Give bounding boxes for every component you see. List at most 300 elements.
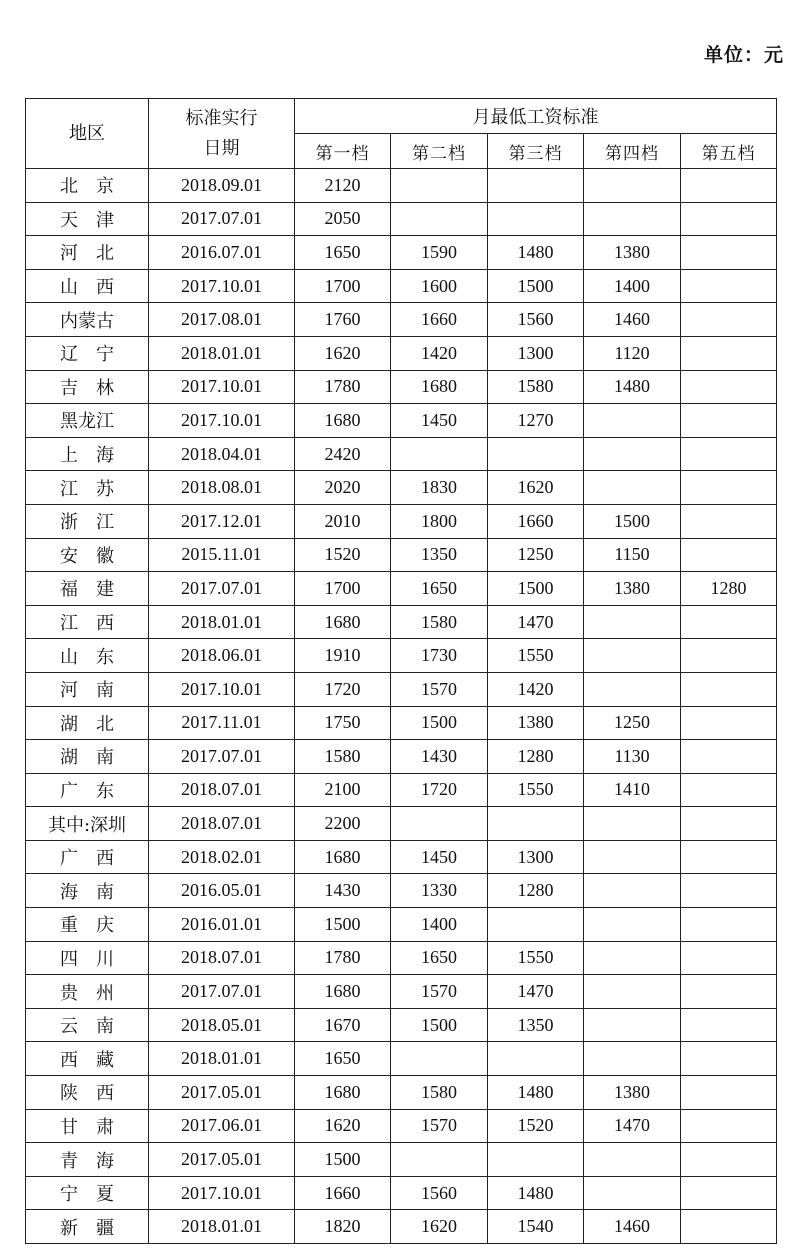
date-cell: 2016.05.01 <box>149 874 295 908</box>
region-cell <box>26 908 149 942</box>
tier-4-value: 1380 <box>584 572 681 606</box>
region-name: 西藏 <box>60 1049 132 1071</box>
date-cell: 2018.05.01 <box>149 1008 295 1042</box>
region-cell <box>26 169 149 203</box>
table-row <box>26 874 777 908</box>
tier-2-value: 1730 <box>391 639 488 673</box>
tier-4-value <box>584 605 681 639</box>
region-cell <box>26 1210 149 1244</box>
table-row <box>26 605 777 639</box>
date-cell: 2017.11.01 <box>149 706 295 740</box>
tier-3-value <box>488 1143 584 1177</box>
tier-2-value <box>391 169 488 203</box>
table-row <box>26 1076 777 1110</box>
region-cell <box>26 236 149 270</box>
region-name: 四川 <box>60 948 132 970</box>
tier-2-value <box>391 437 488 471</box>
tier-4-value <box>584 672 681 706</box>
tier-4-value <box>584 975 681 1009</box>
tier-5-value <box>681 538 777 572</box>
region-name: 江西 <box>60 613 132 635</box>
tier-4-value <box>584 169 681 203</box>
tier-3-value: 1250 <box>488 538 584 572</box>
tier-5-value <box>681 437 777 471</box>
date-cell: 2017.10.01 <box>149 370 295 404</box>
tier-5-value <box>681 605 777 639</box>
tier-5-value <box>681 1143 777 1177</box>
tier-3-value <box>488 1042 584 1076</box>
table-row <box>26 303 777 337</box>
tier-1-value: 1910 <box>295 639 391 673</box>
tier-3-value <box>488 908 584 942</box>
tier-3-value: 1560 <box>488 303 584 337</box>
date-cell: 2018.07.01 <box>149 941 295 975</box>
header-tier-1: 第一档 <box>295 134 391 169</box>
tier-4-value: 1460 <box>584 303 681 337</box>
region-name: 广东 <box>60 780 132 802</box>
tier-3-value: 1580 <box>488 370 584 404</box>
tier-4-value: 1400 <box>584 269 681 303</box>
tier-4-value <box>584 1008 681 1042</box>
tier-3-value: 1540 <box>488 1210 584 1244</box>
tier-5-value <box>681 1176 777 1210</box>
tier-4-value: 1120 <box>584 336 681 370</box>
tier-4-value <box>584 404 681 438</box>
tier-3-value: 1280 <box>488 740 584 774</box>
table-row <box>26 1008 777 1042</box>
region-name: 湖南 <box>60 747 132 769</box>
tier-1-value: 1500 <box>295 1143 391 1177</box>
tier-3-value <box>488 202 584 236</box>
tier-5-value <box>681 740 777 774</box>
tier-5-value <box>681 1042 777 1076</box>
tier-3-value: 1480 <box>488 236 584 270</box>
region-cell <box>26 1176 149 1210</box>
tier-4-value <box>584 1176 681 1210</box>
tier-1-value: 1650 <box>295 236 391 270</box>
tier-2-value: 1650 <box>391 572 488 606</box>
region-cell <box>26 471 149 505</box>
header-wage-group: 月最低工资标准 <box>295 99 777 134</box>
tier-4-value: 1480 <box>584 370 681 404</box>
tier-3-value: 1620 <box>488 471 584 505</box>
tier-1-value: 1660 <box>295 1176 391 1210</box>
region-cell <box>26 706 149 740</box>
table-row <box>26 404 777 438</box>
region-name: 内蒙古 <box>60 310 114 332</box>
tier-5-value <box>681 840 777 874</box>
tier-2-value: 1420 <box>391 336 488 370</box>
tier-1-value: 1520 <box>295 538 391 572</box>
tier-3-value: 1660 <box>488 504 584 538</box>
table-row <box>26 672 777 706</box>
tier-5-value <box>681 1109 777 1143</box>
tier-5-value <box>681 1076 777 1110</box>
table-row <box>26 269 777 303</box>
region-name: 河北 <box>60 243 132 265</box>
region-cell <box>26 773 149 807</box>
tier-4-value: 1410 <box>584 773 681 807</box>
tier-3-value: 1280 <box>488 874 584 908</box>
region-name: 重庆 <box>60 915 132 937</box>
table-row <box>26 471 777 505</box>
region-cell <box>26 1042 149 1076</box>
tier-1-value: 1620 <box>295 1109 391 1143</box>
tier-3-value: 1550 <box>488 639 584 673</box>
tier-5-value <box>681 908 777 942</box>
date-cell: 2017.10.01 <box>149 404 295 438</box>
region-cell <box>26 437 149 471</box>
table-row <box>26 1176 777 1210</box>
tier-1-value: 1820 <box>295 1210 391 1244</box>
region-name: 其中:深圳 <box>47 814 127 836</box>
date-cell: 2018.01.01 <box>149 1042 295 1076</box>
date-cell: 2018.06.01 <box>149 639 295 673</box>
tier-5-value <box>681 941 777 975</box>
tier-2-value: 1570 <box>391 672 488 706</box>
table-row <box>26 236 777 270</box>
region-cell <box>26 874 149 908</box>
tier-4-value <box>584 471 681 505</box>
tier-5-value <box>681 1008 777 1042</box>
tier-3-value: 1500 <box>488 572 584 606</box>
table-row <box>26 807 777 841</box>
tier-3-value: 1470 <box>488 975 584 1009</box>
tier-3-value <box>488 437 584 471</box>
region-name: 江苏 <box>60 478 132 500</box>
header-region: 地区 <box>26 99 149 169</box>
tier-2-value: 1570 <box>391 975 488 1009</box>
table-body <box>26 169 777 1244</box>
date-cell: 2018.08.01 <box>149 471 295 505</box>
table-row <box>26 740 777 774</box>
region-name: 海南 <box>60 881 132 903</box>
unit-label: 单位：元 <box>703 44 784 66</box>
header-date-line1: 标准实行 <box>185 107 258 129</box>
tier-4-value: 1500 <box>584 504 681 538</box>
tier-3-value: 1550 <box>488 941 584 975</box>
date-cell: 2015.11.01 <box>149 538 295 572</box>
table-row <box>26 941 777 975</box>
header-tier-2: 第二档 <box>391 134 488 169</box>
tier-4-value <box>584 840 681 874</box>
tier-2-value <box>391 202 488 236</box>
tier-3-value: 1470 <box>488 605 584 639</box>
tier-5-value <box>681 1210 777 1244</box>
tier-4-value <box>584 437 681 471</box>
tier-5-value <box>681 874 777 908</box>
region-name: 山西 <box>60 277 132 299</box>
table-row <box>26 202 777 236</box>
tier-2-value: 1650 <box>391 941 488 975</box>
date-cell: 2017.07.01 <box>149 740 295 774</box>
tier-4-value: 1150 <box>584 538 681 572</box>
region-name: 广西 <box>60 848 132 870</box>
tier-1-value: 1620 <box>295 336 391 370</box>
header-tier-3: 第三档 <box>488 134 584 169</box>
tier-5-value <box>681 336 777 370</box>
tier-1-value: 1680 <box>295 605 391 639</box>
table-row <box>26 1109 777 1143</box>
header-date-line2: 日期 <box>203 137 240 159</box>
tier-2-value: 1660 <box>391 303 488 337</box>
tier-2-value: 1450 <box>391 840 488 874</box>
table-row <box>26 639 777 673</box>
tier-1-value: 2050 <box>295 202 391 236</box>
header-tier-5: 第五档 <box>681 134 777 169</box>
region-name: 辽宁 <box>60 344 132 366</box>
table-row <box>26 437 777 471</box>
tier-5-value <box>681 672 777 706</box>
region-name: 浙江 <box>60 512 132 534</box>
tier-1-value: 1780 <box>295 370 391 404</box>
tier-2-value: 1560 <box>391 1176 488 1210</box>
tier-1-value: 2420 <box>295 437 391 471</box>
tier-2-value: 1800 <box>391 504 488 538</box>
tier-1-value: 1720 <box>295 672 391 706</box>
tier-2-value: 1400 <box>391 908 488 942</box>
tier-1-value: 1670 <box>295 1008 391 1042</box>
tier-4-value <box>584 1143 681 1177</box>
table-row <box>26 504 777 538</box>
date-cell: 2018.07.01 <box>149 773 295 807</box>
region-name: 天津 <box>60 209 132 231</box>
table-row <box>26 1210 777 1244</box>
tier-1-value: 2120 <box>295 169 391 203</box>
region-cell <box>26 605 149 639</box>
tier-5-value <box>681 504 777 538</box>
tier-5-value <box>681 269 777 303</box>
region-name: 云南 <box>60 1016 132 1038</box>
date-cell: 2018.07.01 <box>149 807 295 841</box>
tier-3-value <box>488 807 584 841</box>
tier-5-value <box>681 404 777 438</box>
tier-3-value: 1520 <box>488 1109 584 1143</box>
region-cell <box>26 336 149 370</box>
tier-1-value: 1750 <box>295 706 391 740</box>
tier-2-value <box>391 1042 488 1076</box>
tier-1-value: 1430 <box>295 874 391 908</box>
region-cell <box>26 807 149 841</box>
region-name: 陕西 <box>60 1083 132 1105</box>
tier-4-value: 1470 <box>584 1109 681 1143</box>
tier-2-value: 1350 <box>391 538 488 572</box>
date-cell: 2018.04.01 <box>149 437 295 471</box>
region-cell <box>26 572 149 606</box>
tier-4-value: 1130 <box>584 740 681 774</box>
table-row <box>26 975 777 1009</box>
tier-4-value <box>584 908 681 942</box>
table-row <box>26 908 777 942</box>
region-cell <box>26 370 149 404</box>
tier-2-value: 1620 <box>391 1210 488 1244</box>
date-cell: 2018.01.01 <box>149 336 295 370</box>
tier-3-value: 1300 <box>488 840 584 874</box>
tier-3-value: 1480 <box>488 1176 584 1210</box>
tier-2-value: 1830 <box>391 471 488 505</box>
region-name: 吉林 <box>60 377 132 399</box>
tier-1-value: 1700 <box>295 269 391 303</box>
tier-2-value: 1570 <box>391 1109 488 1143</box>
region-cell <box>26 1076 149 1110</box>
tier-2-value: 1500 <box>391 1008 488 1042</box>
tier-5-value <box>681 202 777 236</box>
date-cell: 2017.10.01 <box>149 1176 295 1210</box>
tier-2-value: 1500 <box>391 706 488 740</box>
tier-1-value: 1680 <box>295 1076 391 1110</box>
header-tier-4: 第四档 <box>584 134 681 169</box>
tier-1-value: 1700 <box>295 572 391 606</box>
tier-1-value: 2020 <box>295 471 391 505</box>
date-cell: 2017.10.01 <box>149 672 295 706</box>
date-cell: 2018.02.01 <box>149 840 295 874</box>
region-name: 湖北 <box>60 713 132 735</box>
date-cell: 2017.08.01 <box>149 303 295 337</box>
tier-5-value <box>681 639 777 673</box>
tier-5-value <box>681 807 777 841</box>
date-cell: 2017.12.01 <box>149 504 295 538</box>
region-cell <box>26 303 149 337</box>
tier-5-value <box>681 169 777 203</box>
region-cell <box>26 504 149 538</box>
tier-2-value: 1720 <box>391 773 488 807</box>
tier-1-value: 1780 <box>295 941 391 975</box>
tier-1-value: 2100 <box>295 773 391 807</box>
tier-5-value <box>681 236 777 270</box>
date-cell: 2016.07.01 <box>149 236 295 270</box>
table-row <box>26 169 777 203</box>
tier-2-value: 1590 <box>391 236 488 270</box>
tier-3-value: 1500 <box>488 269 584 303</box>
region-name: 宁夏 <box>60 1184 132 1206</box>
region-name: 安徽 <box>60 545 132 567</box>
table-row <box>26 840 777 874</box>
minimum-wage-table <box>25 98 777 1244</box>
date-cell: 2017.07.01 <box>149 572 295 606</box>
tier-3-value <box>488 169 584 203</box>
tier-3-value: 1380 <box>488 706 584 740</box>
tier-4-value: 1380 <box>584 1076 681 1110</box>
tier-1-value: 1760 <box>295 303 391 337</box>
tier-1-value: 1680 <box>295 404 391 438</box>
tier-3-value: 1480 <box>488 1076 584 1110</box>
region-cell <box>26 1109 149 1143</box>
region-name: 甘肃 <box>60 1116 132 1138</box>
header-date <box>149 99 295 169</box>
tier-2-value: 1330 <box>391 874 488 908</box>
region-cell <box>26 639 149 673</box>
region-cell <box>26 941 149 975</box>
region-name: 新疆 <box>60 1217 132 1239</box>
tier-2-value: 1430 <box>391 740 488 774</box>
tier-1-value: 1500 <box>295 908 391 942</box>
date-cell: 2017.05.01 <box>149 1143 295 1177</box>
table-row <box>26 706 777 740</box>
tier-4-value <box>584 1042 681 1076</box>
table-row <box>26 773 777 807</box>
table-row <box>26 1143 777 1177</box>
tier-1-value: 1580 <box>295 740 391 774</box>
region-name: 福建 <box>60 579 132 601</box>
region-cell <box>26 1143 149 1177</box>
tier-4-value <box>584 202 681 236</box>
region-cell <box>26 538 149 572</box>
tier-2-value: 1580 <box>391 605 488 639</box>
region-cell <box>26 975 149 1009</box>
date-cell: 2018.01.01 <box>149 1210 295 1244</box>
date-cell: 2018.01.01 <box>149 605 295 639</box>
tier-2-value <box>391 1143 488 1177</box>
tier-2-value: 1580 <box>391 1076 488 1110</box>
tier-1-value: 1680 <box>295 840 391 874</box>
tier-5-value <box>681 370 777 404</box>
region-name: 河南 <box>60 680 132 702</box>
region-cell <box>26 1008 149 1042</box>
tier-4-value: 1460 <box>584 1210 681 1244</box>
tier-1-value: 1680 <box>295 975 391 1009</box>
tier-5-value <box>681 471 777 505</box>
date-cell: 2017.07.01 <box>149 975 295 1009</box>
tier-2-value: 1680 <box>391 370 488 404</box>
tier-1-value: 2200 <box>295 807 391 841</box>
table-row <box>26 336 777 370</box>
region-name: 上海 <box>60 445 132 467</box>
tier-4-value: 1380 <box>584 236 681 270</box>
tier-4-value <box>584 807 681 841</box>
region-cell <box>26 404 149 438</box>
tier-5-value <box>681 773 777 807</box>
region-name: 山东 <box>60 646 132 668</box>
date-cell: 2018.09.01 <box>149 169 295 203</box>
tier-4-value <box>584 941 681 975</box>
tier-4-value <box>584 639 681 673</box>
table-row <box>26 1042 777 1076</box>
region-cell <box>26 840 149 874</box>
date-cell: 2017.10.01 <box>149 269 295 303</box>
tier-3-value: 1420 <box>488 672 584 706</box>
tier-1-value: 2010 <box>295 504 391 538</box>
region-name: 青海 <box>60 1150 132 1172</box>
tier-5-value <box>681 706 777 740</box>
tier-5-value: 1280 <box>681 572 777 606</box>
region-cell <box>26 672 149 706</box>
tier-5-value <box>681 975 777 1009</box>
region-name: 北京 <box>60 176 132 198</box>
date-cell: 2016.01.01 <box>149 908 295 942</box>
date-cell: 2017.05.01 <box>149 1076 295 1110</box>
tier-2-value: 1450 <box>391 404 488 438</box>
date-cell: 2017.07.01 <box>149 202 295 236</box>
tier-3-value: 1550 <box>488 773 584 807</box>
tier-3-value: 1270 <box>488 404 584 438</box>
tier-2-value: 1600 <box>391 269 488 303</box>
tier-5-value <box>681 303 777 337</box>
tier-1-value: 1650 <box>295 1042 391 1076</box>
region-name: 贵州 <box>60 982 132 1004</box>
region-cell <box>26 202 149 236</box>
date-cell: 2017.06.01 <box>149 1109 295 1143</box>
table-row <box>26 572 777 606</box>
region-name: 黑龙江 <box>60 411 114 433</box>
region-cell <box>26 269 149 303</box>
table-row <box>26 370 777 404</box>
tier-2-value <box>391 807 488 841</box>
region-cell <box>26 740 149 774</box>
tier-3-value: 1300 <box>488 336 584 370</box>
tier-4-value <box>584 874 681 908</box>
tier-3-value: 1350 <box>488 1008 584 1042</box>
tier-4-value: 1250 <box>584 706 681 740</box>
